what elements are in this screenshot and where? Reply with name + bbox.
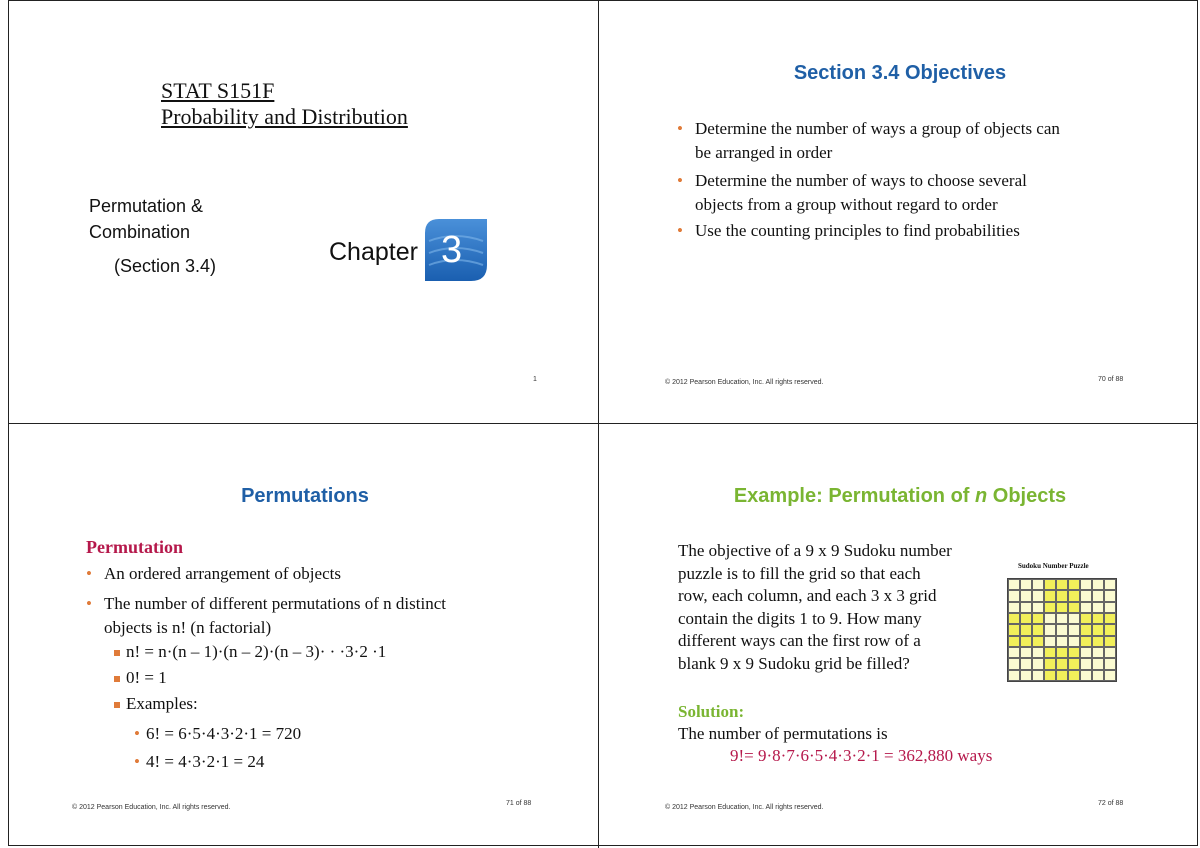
sudoku-cell [1008,624,1020,635]
topic-line-2: Combination [89,222,191,242]
permutation-heading: Permutation [86,537,183,557]
sudoku-cell [1080,636,1092,647]
sudoku-cell [1032,636,1044,647]
sudoku-cell [1044,636,1056,647]
sudoku-cell [1020,658,1032,669]
sudoku-cell [1044,602,1056,613]
copyright-footer: © 2012 Pearson Education, Inc. All rights reserved. [665,379,824,386]
sudoku-cell [1032,658,1044,669]
sudoku-cell [1068,602,1080,613]
sudoku-cell [1056,670,1068,681]
vertical-divider [598,0,599,848]
sudoku-cell [1056,624,1068,635]
sudoku-cell [1020,624,1032,635]
sudoku-cell [1056,647,1068,658]
sudoku-cell [1056,658,1068,669]
definition-item: • An ordered arrangement of objects [86,562,341,586]
sudoku-cell [1068,636,1080,647]
sudoku-cell [1056,579,1068,590]
page-number: 1 [533,376,537,383]
sudoku-cell [1104,613,1116,624]
sudoku-cell [1104,647,1116,658]
sudoku-cell [1020,590,1032,601]
sudoku-cell [1092,602,1104,613]
sudoku-cell [1104,636,1116,647]
objective-item: • Use the counting principles to find probabilities [677,219,1020,243]
answer-text: 9!= 9·8·7·6·5·4·3·2·1 = 362,880 ways [730,746,993,765]
sudoku-cell [1020,579,1032,590]
sudoku-cell [1080,624,1092,635]
sudoku-cell [1092,624,1104,635]
slide-title: Permutations [241,485,369,507]
sudoku-cell [1008,579,1020,590]
solution-text: The number of permutations is [678,724,888,743]
sudoku-cell [1080,613,1092,624]
sudoku-cell [1104,658,1116,669]
bullet-dot-icon: • [134,752,140,771]
sudoku-cell [1092,579,1104,590]
sudoku-cell [1092,636,1104,647]
objective-item: • Determine the number of ways to choose several objects from a group without regard to order [677,171,1027,214]
sudoku-cell [1032,647,1044,658]
sudoku-cell [1044,590,1056,601]
sudoku-cell [1008,590,1020,601]
sudoku-cell [1056,602,1068,613]
sudoku-cell [1008,658,1020,669]
sudoku-cell [1104,624,1116,635]
bullet-dot-icon: • [677,221,683,240]
bullet-dot-icon: • [677,119,683,138]
example-item: • 6! = 6·5·4·3·2·1 = 720 [134,722,301,746]
sudoku-cell [1032,590,1044,601]
bullet-dot-icon: • [134,724,140,743]
sudoku-cell [1068,647,1080,658]
chapter-number: 3 [441,229,463,271]
topic-line-1: Permutation & [89,196,204,216]
sudoku-cell [1068,670,1080,681]
formula-item: Examples: [114,692,198,716]
topic-line-3: (Section 3.4) [114,256,217,276]
course-name: Probability and Distribution [161,104,408,129]
sudoku-cell [1092,658,1104,669]
sudoku-cell [1020,613,1032,624]
square-bullet-icon [114,702,120,708]
sudoku-cell [1092,670,1104,681]
sudoku-cell [1044,613,1056,624]
sudoku-cell [1080,590,1092,601]
sudoku-cell [1008,602,1020,613]
sudoku-cell [1068,624,1080,635]
sudoku-cell [1032,579,1044,590]
page-number: 72 of 88 [1098,800,1124,807]
sudoku-cell [1032,613,1044,624]
sudoku-cell [1068,613,1080,624]
slide-title: Section 3.4 Objectives [793,62,1007,84]
sudoku-cell [1092,613,1104,624]
sudoku-cell [1020,670,1032,681]
sudoku-cell [1008,647,1020,658]
solution-label: Solution: [678,702,745,721]
sudoku-cell [1008,613,1020,624]
page-number: 71 of 88 [506,800,532,807]
sudoku-cell [1068,579,1080,590]
chapter-label: Chapter [329,238,418,266]
square-bullet-icon [114,676,120,682]
horizontal-divider [8,423,1198,424]
sudoku-cell [1020,636,1032,647]
sudoku-cell [1044,670,1056,681]
sudoku-cell [1092,590,1104,601]
bullet-dot-icon: • [677,171,683,190]
sudoku-cell [1056,613,1068,624]
sudoku-cell [1092,647,1104,658]
copyright-footer: © 2012 Pearson Education, Inc. All rights reserved. [72,804,231,811]
sudoku-cell [1008,670,1020,681]
sudoku-cell [1020,602,1032,613]
sudoku-cell [1032,670,1044,681]
sudoku-cell [1032,602,1044,613]
sudoku-cell [1044,624,1056,635]
course-code: STAT S151F [161,78,275,103]
sudoku-cell [1056,590,1068,601]
formula-item: 0! = 1 [114,666,167,690]
sudoku-cell [1020,647,1032,658]
sudoku-cell [1044,647,1056,658]
sudoku-grid [1007,578,1117,682]
sudoku-cell [1056,636,1068,647]
sudoku-cell [1080,658,1092,669]
example-item: • 4! = 4·3·2·1 = 24 [134,750,264,774]
sudoku-cell [1032,624,1044,635]
question-text: The objective of a 9 x 9 Sudoku number puzzle is to fill the grid so that each row, each column, and each 3 x 3 grid contain the digits 1 to 9. How many different ways can the first row of a blank 9 x 9 Sudoku grid be filled? [678,541,952,673]
sudoku-cell [1068,658,1080,669]
sudoku-cell [1104,602,1116,613]
bullet-dot-icon: • [86,594,92,613]
sudoku-label: Sudoku Number Puzzle [1018,562,1089,570]
square-bullet-icon [114,650,120,656]
sudoku-cell [1068,590,1080,601]
sudoku-cell [1080,579,1092,590]
definition-item: • The number of different permutations of n distinct objects is n! (n factorial) [86,594,446,637]
page-number: 70 of 88 [1098,376,1124,383]
sudoku-cell [1008,636,1020,647]
sudoku-cell [1044,579,1056,590]
sudoku-cell [1080,647,1092,658]
sudoku-cell [1080,602,1092,613]
sudoku-cell [1044,658,1056,669]
sudoku-cell [1080,670,1092,681]
formula-item: n! = n·(n – 1)·(n – 2)·(n – 3)· · ·3·2 ·1 [114,640,386,664]
sudoku-cell [1104,590,1116,601]
sudoku-cell [1104,579,1116,590]
copyright-footer: © 2012 Pearson Education, Inc. All rights reserved. [665,804,824,811]
slide-title: Example: Permutation of n Objects [733,485,1067,507]
objective-item: • Determine the number of ways a group of objects can be arranged in order [677,119,1060,162]
sudoku-cell [1104,670,1116,681]
bullet-dot-icon: • [86,564,92,583]
